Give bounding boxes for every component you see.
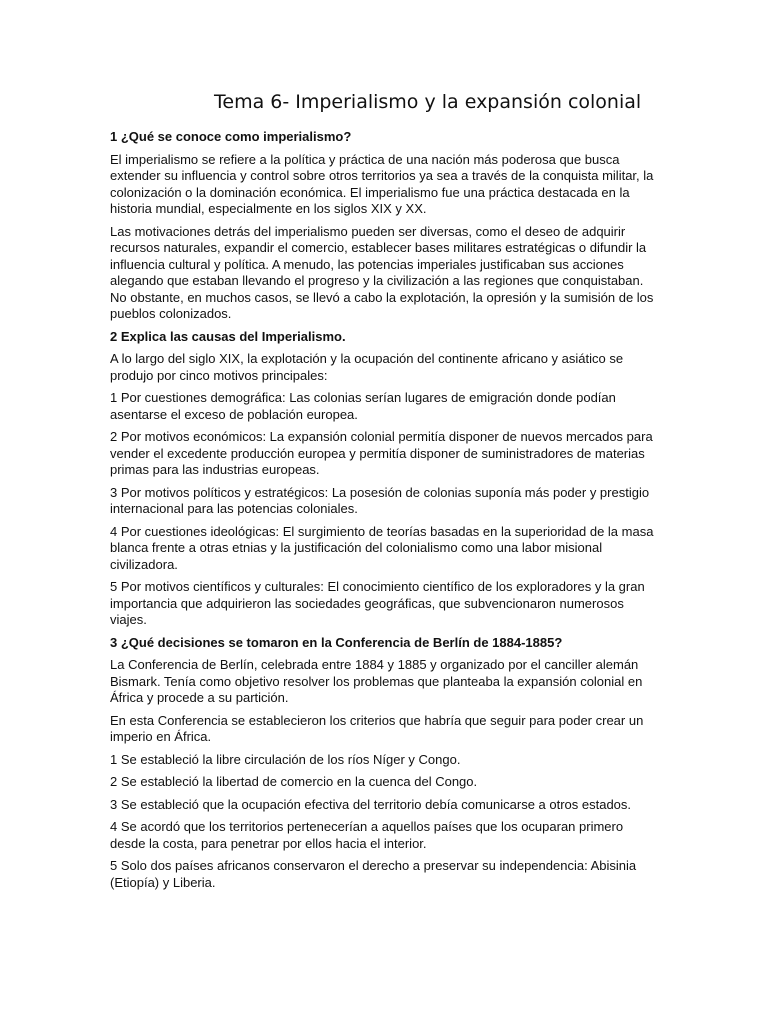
paragraph: La Conferencia de Berlín, celebrada entre 1884 y 1885 y organizado por el canciller alemán Bismark. Tenía como objetivo resolver los problemas que planteaba la expansión colonial en África y procede a su partición.	[110, 657, 643, 705]
list-item: 3 Por motivos políticos y estratégicos: La posesión de colonias suponía más poder y prestigio internacional para las potencias coloniales.	[110, 484, 650, 516]
list-item: 4 Por cuestiones ideológicas: El surgimiento de teorías basadas en la superioridad de la masa blanca frente a otras etnias y la justificación del colonialismo como una labor misional civilizadora.	[110, 523, 654, 572]
section-3	[110, 635, 662, 892]
list-item: 2 Se estableció la libertad de comercio en la cuenca del Congo.	[110, 774, 478, 789]
paragraph: A lo largo del siglo XIX, la explotación y la ocupación del continente africano y asiático se produjo por cinco motivos principales:	[110, 351, 624, 383]
section-1	[110, 129, 662, 323]
paragraph: Las motivaciones detrás del imperialismo pueden ser diversas, como el deseo de adquirir recursos naturales, expandir el comercio, establecer bases militares estratégicas o difundir la influencia cultural y política. A menudo, las potencias imperiales justificaban sus acciones alegando que estaban llevando el progreso y la civilización a las regiones que conquistaban. No obstante, en muchos casos, se llevó a cabo la explotación, la opresión y la sumisión de los pueblos colonizados.	[110, 223, 654, 321]
section-heading: 2 Explica las causas del Imperialismo.	[110, 328, 346, 344]
list-item: 1 Por cuestiones demográfica: Las colonias serían lugares de emigración donde podían asentarse el exceso de población europea.	[110, 390, 616, 422]
document-title: Tema 6- Imperialismo y la expansión colonial	[214, 91, 642, 113]
list-item: 5 Solo dos países africanos conservaron el derecho a preservar su independencia: Abisinia (Etiopía) y Liberia.	[110, 858, 637, 890]
section-2	[110, 329, 662, 629]
document-page	[110, 88, 662, 897]
list-item: 1 Se estableció la libre circulación de los ríos Níger y Congo.	[110, 751, 461, 767]
paragraph: El imperialismo se refiere a la política y práctica de una nación más poderosa que busca extender su influencia y control sobre otros territorios ya sea a través de la conquista militar, la colonización o la dominación económica. El imperialismo fue una práctica destacada en la historia mundial, especialmente en los siglos XIX y XX.	[110, 151, 654, 216]
list-item: 3 Se estableció que la ocupación efectiva del territorio debía comunicarse a otros estados.	[110, 796, 632, 812]
list-item: 5 Por motivos científicos y culturales: El conocimiento científico de los exploradores y la gran importancia que adquirieron las sociedades geográficas, que subvencionaron numerosos viajes.	[110, 579, 645, 627]
list-item: 2 Por motivos económicos: La expansión colonial permitía disponer de nuevos mercados para vender el excedente producción europea y permitía disponer de suministradores de materias primas para las industrias europeas.	[110, 429, 653, 477]
section-heading: 3 ¿Qué decisiones se tomaron en la Conferencia de Berlín de 1884-1885?	[110, 634, 563, 650]
section-heading: 1 ¿Qué se conoce como imperialismo?	[110, 129, 352, 144]
paragraph: En esta Conferencia se establecieron los criterios que habría que seguir para poder crear un imperio en África.	[110, 712, 644, 744]
list-item: 4 Se acordó que los territorios pertenecerían a aquellos países que los ocuparan primero desde la costa, para penetrar por ellos hacia el interior.	[110, 819, 624, 851]
